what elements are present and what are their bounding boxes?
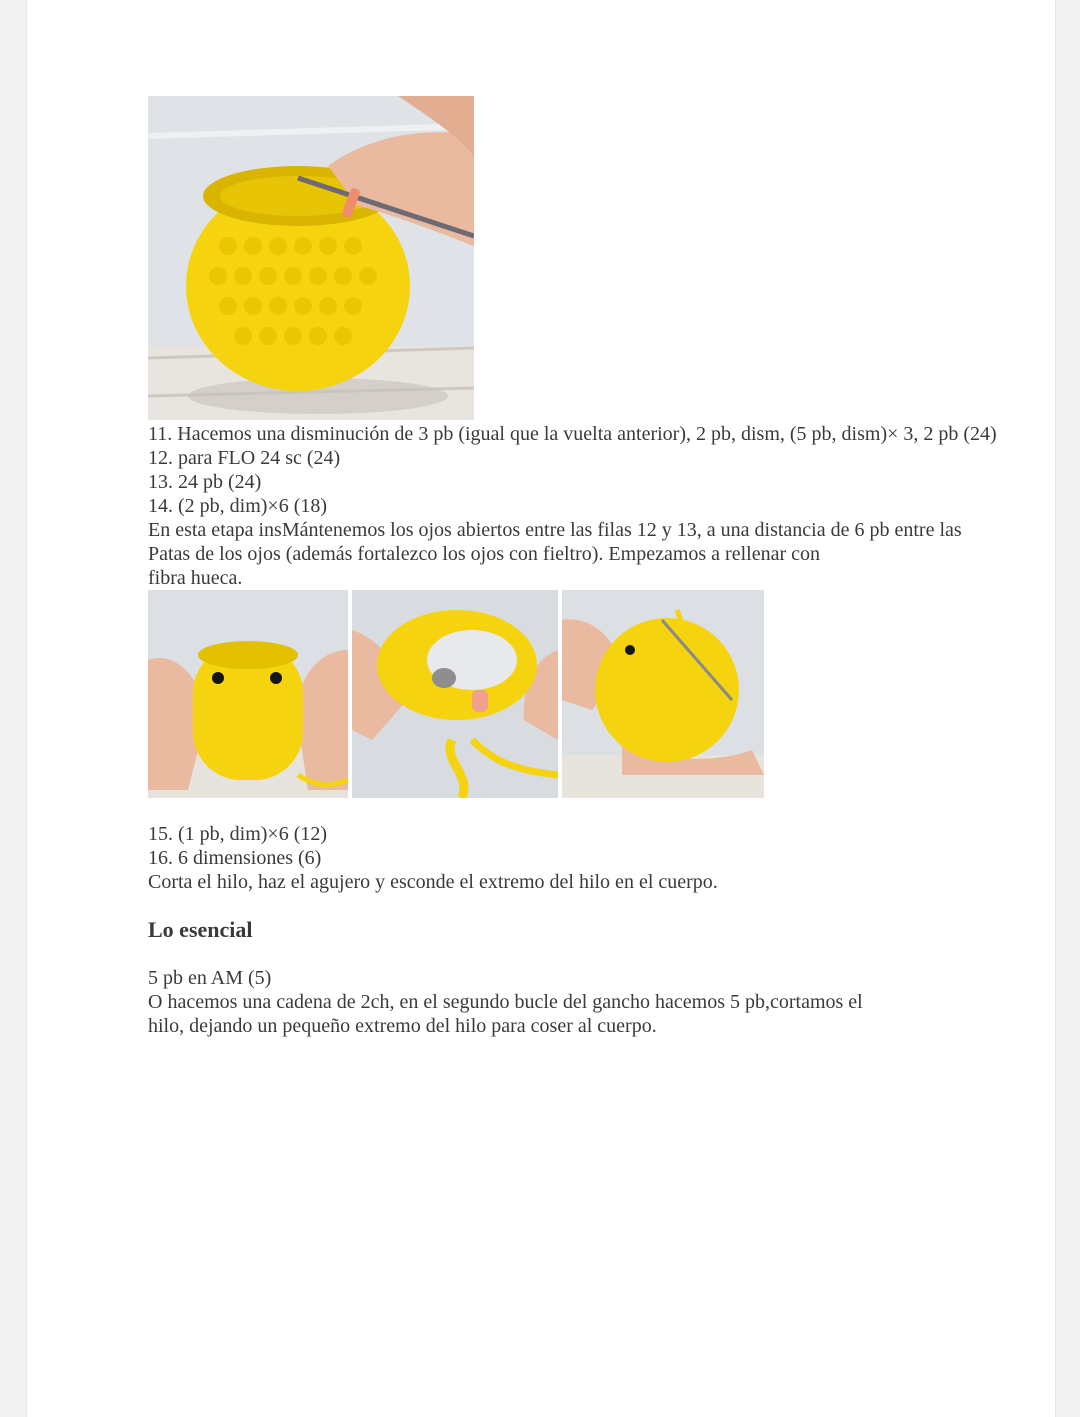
photo-strip [148,590,1008,798]
photo-eyes-inserted [148,590,348,798]
photo-stuffing-body [562,590,764,798]
instruction-row-13: 13. 24 pb (24) [148,471,262,493]
finishing-instruction: Corta el hilo, haz el agujero y esconde el extremo del hilo en el cuerpo. [148,871,718,893]
document-content [148,96,1008,1038]
document-page [26,0,1056,1417]
note-line-3: fibra hueca. [148,567,243,589]
photo-inside-view [352,590,558,798]
essential-line-2: O hacemos una cadena de 2ch, en el segundo bucle del gancho hacemos 5 pb,cortamos el [148,991,863,1013]
instruction-row-14: 14. (2 pb, dim)×6 (18) [148,495,328,517]
instruction-row-16: 16. 6 dimensiones (6) [148,847,322,869]
photo-crochet-body [148,96,474,420]
note-line-1: En esta etapa insMántenemos los ojos abiertos entre las filas 12 y 13, a una distancia de 6 pb entre las [148,519,962,541]
instruction-row-11: 11. Hacemos una disminución de 3 pb (igual que la vuelta anterior), 2 pb, dism, (5 pb, dism)× 3, 2 pb (24) [148,423,997,445]
note-line-2: Patas de los ojos (además fortalezco los ojos con fieltro). Empezamos a rellenar con [148,543,820,565]
instruction-row-15: 15. (1 pb, dim)×6 (12) [148,823,328,845]
essential-line-1: 5 pb en AM (5) [148,967,272,989]
essential-line-3: hilo, dejando un pequeño extremo del hilo para coser al cuerpo. [148,1015,657,1037]
spacer [148,798,1008,822]
instruction-row-12: 12. para FLO 24 sc (24) [148,447,341,469]
section-heading: Lo esencial [148,917,253,942]
